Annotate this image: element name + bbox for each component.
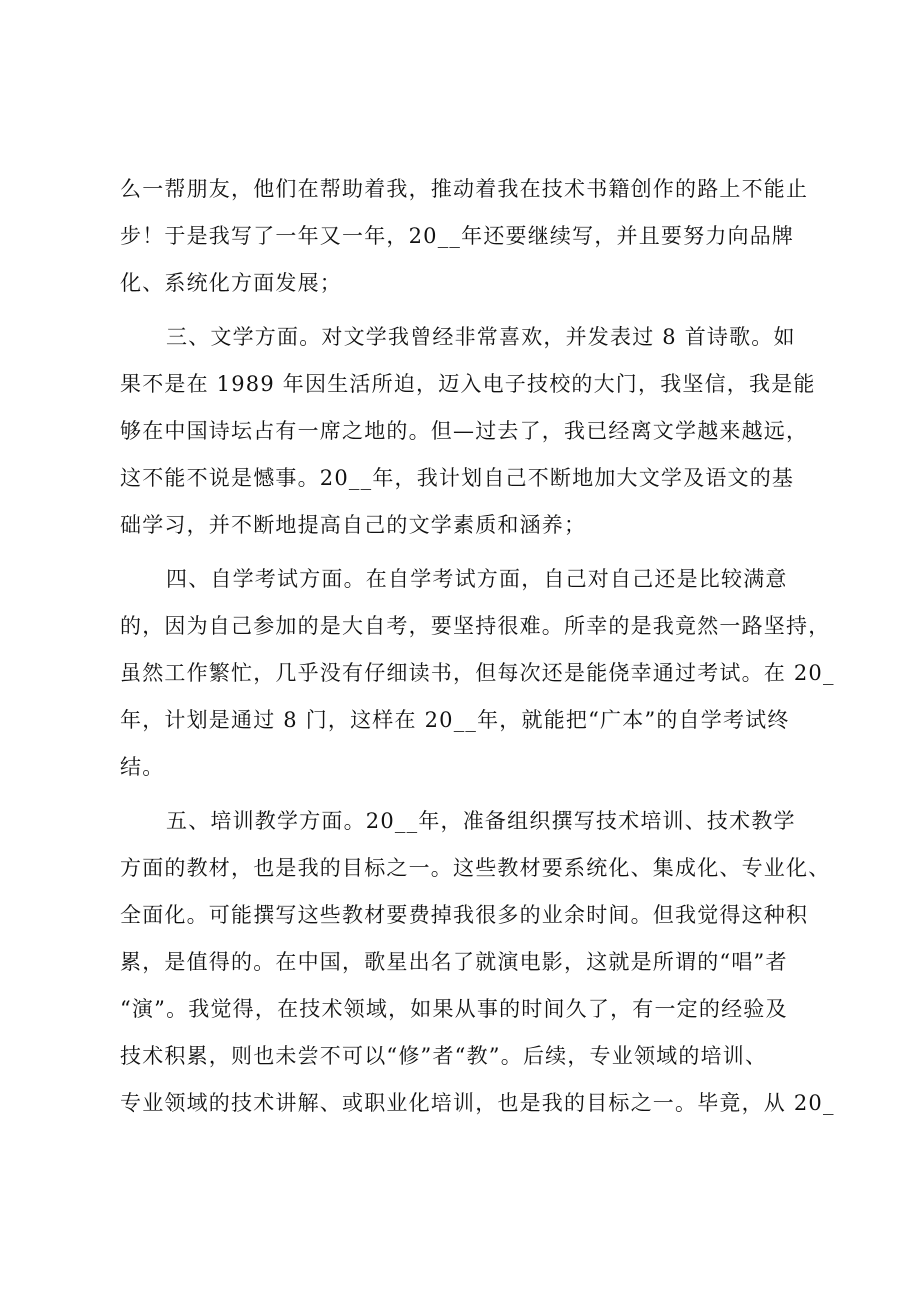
text-line: 结。 xyxy=(120,755,165,779)
text-line: 全面化。可能撰写这些教材要费掉我很多的业余时间。但我觉得这种积 xyxy=(120,903,809,927)
text-line: 果不是在 1989 年因生活所迫，迈入电子技校的大门，我坚信，我是能 xyxy=(120,372,816,396)
text-line: 技术积累，则也未尝不可以“修”者“教”。后续，专业领域的培训、 xyxy=(120,1044,768,1068)
text-line: 么一帮朋友，他们在帮助着我，推动着我在技术书籍创作的路上不能止 xyxy=(120,177,809,201)
text-line: 方面的教材，也是我的目标之一。这些教材要系统化、集成化、专业化、 xyxy=(120,856,831,880)
text-line: 虽然工作繁忙，几乎没有仔细读书，但每次还是能侥幸通过考试。在 20_ xyxy=(120,661,835,685)
paragraph-start-line: 五、培训教学方面。20__年，准备组织撰写技术培训、技术教学 xyxy=(166,809,796,833)
text-line: 的，因为自己参加的是大自考，要坚持很难。所幸的是我竟然一路坚持， xyxy=(120,614,831,638)
text-line: 础学习，并不断地提高自己的文学素质和涵养； xyxy=(120,513,587,537)
paragraph-gap xyxy=(120,791,810,798)
text-line: 步！于是我写了一年又一年，20__年还要继续写，并且要努力向品牌 xyxy=(120,224,795,248)
text-line: 够在中国诗坛占有一席之地的。但—过去了，我已经离文学越来越远， xyxy=(120,419,809,443)
text-line: 专业领域的技术讲解、或职业化培训，也是我的目标之一。毕竟，从 20_ xyxy=(120,1091,835,1115)
document-body xyxy=(120,166,835,1127)
text-line: “演”。我觉得，在技术领域，如果从事的时间久了，有一定的经验及 xyxy=(120,997,788,1021)
text-line: 这不能不说是憾事。20__年，我计划自己不断地加大文学及语文的基 xyxy=(120,466,795,490)
text-line: 化、系统化方面发展； xyxy=(120,271,342,295)
paragraph-gap xyxy=(120,307,810,314)
paragraph-gap xyxy=(120,549,810,556)
text-line: 累，是值得的。在中国，歌星出名了就演电影，这就是所谓的“唱”者 xyxy=(120,950,788,974)
text-line: 年，计划是通过 8 门，这样在 20__年，就能把“广本”的自学考试终 xyxy=(120,708,790,732)
paragraph-start-line: 四、自学考试方面。在自学考试方面，自己对自己还是比较满意 xyxy=(166,567,788,591)
paragraph-start-line: 三、文学方面。对文学我曾经非常喜欢，并发表过 8 首诗歌。如 xyxy=(166,325,796,349)
